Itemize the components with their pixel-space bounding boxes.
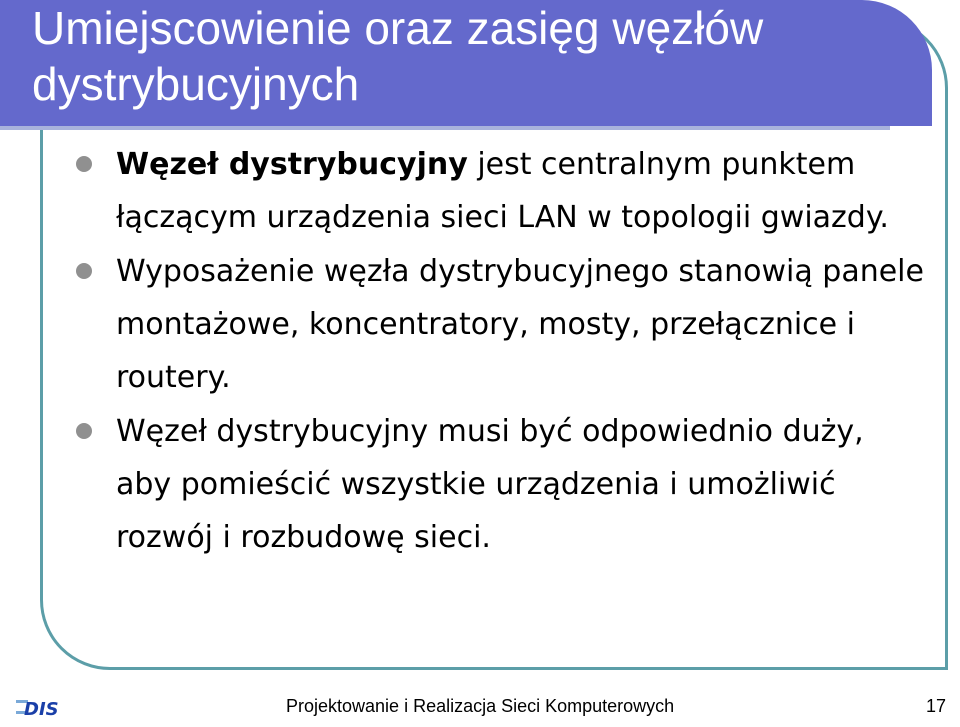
- bullet-item: [76, 138, 926, 244]
- bullet-text: jest centralnym punktem łączącym urządzenia sieci LAN w topologii gwiazdy.: [116, 147, 889, 235]
- bullet-dot-icon: [76, 423, 92, 439]
- slide-title: Umiejscowienie oraz zasięg węzłów dystrybucyjnych: [32, 2, 764, 110]
- logo-text: DIS: [24, 699, 59, 720]
- bullet-item: [76, 405, 926, 564]
- bullet-dot-icon: [76, 156, 92, 172]
- bullet-list: [76, 138, 926, 565]
- footer-course-title: Projektowanie i Realizacja Sieci Komputerowych: [286, 696, 675, 716]
- bullet-item: [76, 245, 926, 404]
- page-number: 17: [926, 696, 947, 716]
- dis-logo-icon: [14, 694, 62, 720]
- bullet-bold-lead: Węzeł dystrybucyjny: [116, 147, 468, 182]
- bullet-text: Wyposażenie węzła dystrybucyjnego stanowią panele montażowe, koncentratory, mosty, przełącznice i routery.: [116, 254, 924, 395]
- bullet-dot-icon: [76, 263, 92, 279]
- bullet-text: Węzeł dystrybucyjny musi być odpowiednio duży, aby pomieścić wszystkie urządzenia i umożliwić rozwój i rozbudowę sieci.: [116, 414, 864, 555]
- title-underline: [0, 126, 890, 130]
